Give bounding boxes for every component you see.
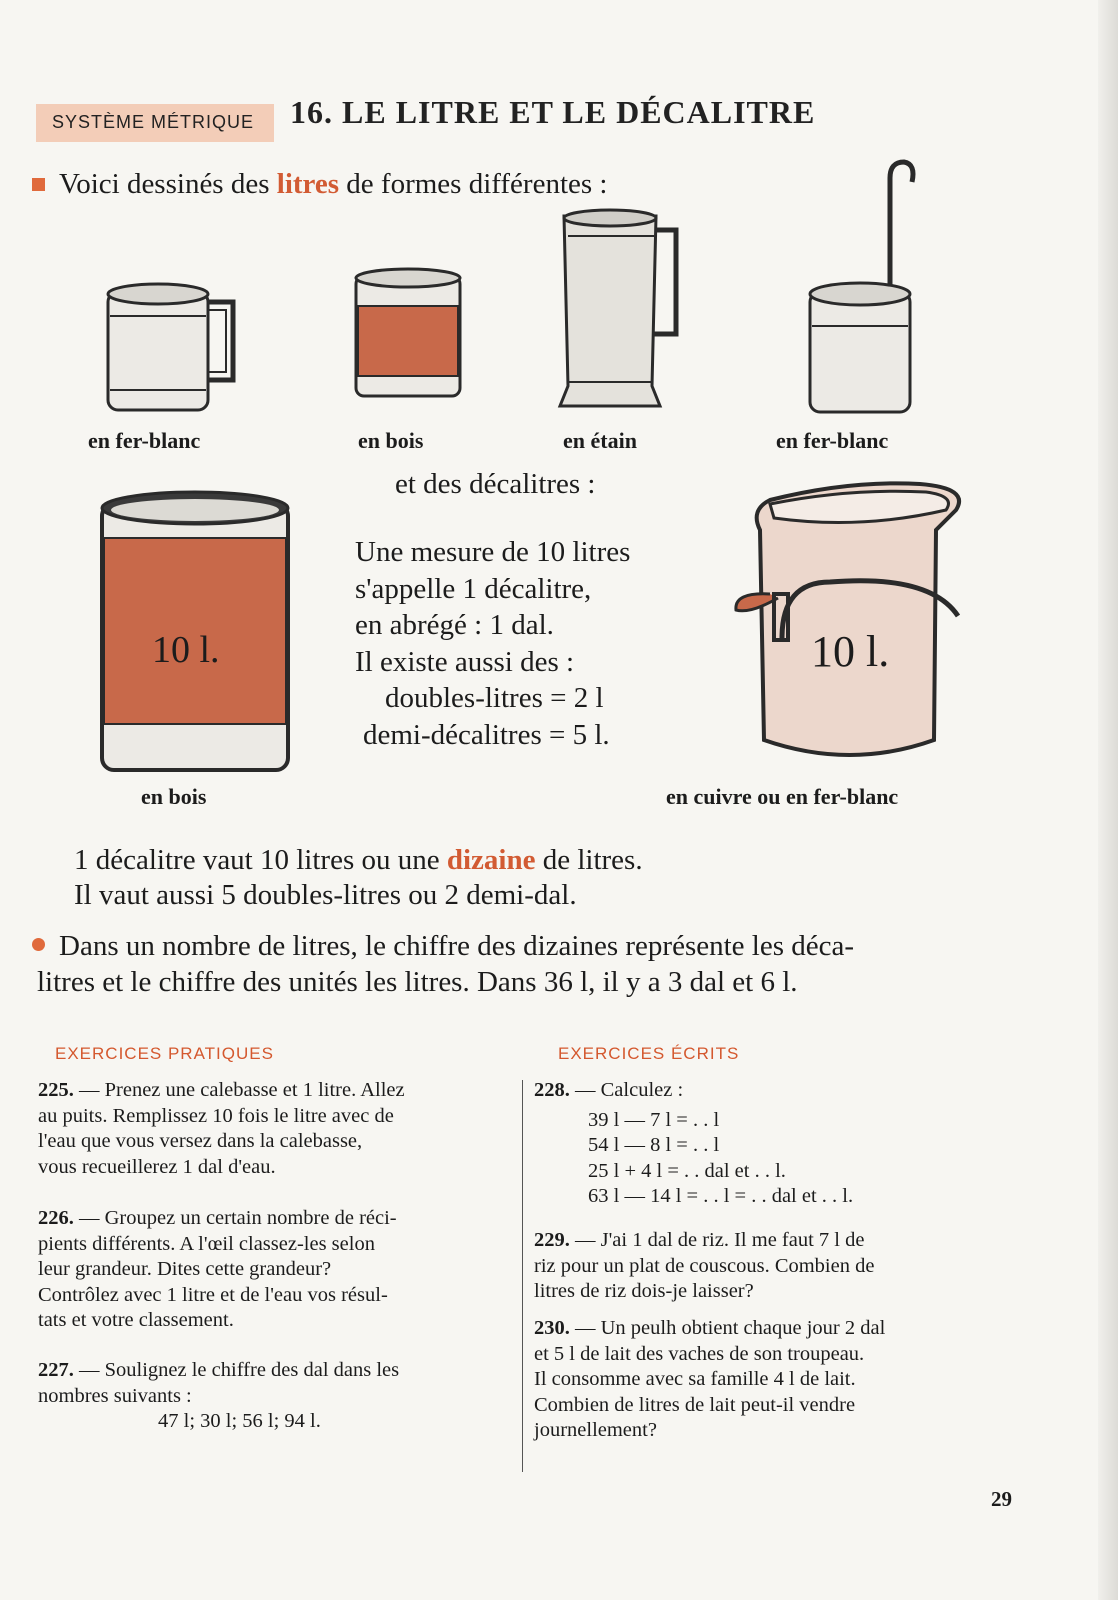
practical-exercises-heading: EXERCICES PRATIQUES	[55, 1044, 274, 1063]
bullet-dot-icon	[32, 938, 45, 951]
litre-dipper-illustration	[800, 158, 940, 428]
exercise-226: 226. — Groupez un certain nombre de réci- pients différents. A l'œil classez-les selon leur grandeur. Dites cette grandeur? Contrôlez avec 1 litre et de l'eau vos résul- tats et votre classement.	[38, 1207, 397, 1331]
intro-highlight: litres	[276, 168, 340, 200]
bullet-square-icon	[32, 178, 45, 191]
decalitre-wood-caption: en bois	[141, 784, 207, 809]
decalitre-copper-pitcher-illustration	[730, 470, 980, 770]
exercise-229: 229. — J'ai 1 dal de riz. Il me faut 7 l de riz pour un plat de couscous. Combien de litres de riz dois-je laisser?	[534, 1229, 875, 1302]
summary-line-1: 1 décalitre vaut 10 litres ou une dizaine de litres.	[74, 844, 643, 876]
definition-line: Une mesure de 10 litres	[355, 536, 631, 568]
column-divider	[522, 1080, 523, 1472]
decalitre-wood-label: 10 l.	[152, 629, 220, 671]
decalitre-definition	[355, 534, 630, 753]
exercise-230: 230. — Un peulh obtient chaque jour 2 dal et 5 l de lait des vaches de son troupeau. Il consomme avec sa famille 4 l de lait. Combien de litres de lait peut-il vendre journellement?	[534, 1317, 886, 1441]
litre-caption-1: en fer-blanc	[88, 428, 201, 453]
lesson-title: 16. LE LITRE ET LE DÉCALITRE	[290, 94, 816, 130]
litre-tin-mug-illustration	[100, 280, 250, 420]
summary-highlight: dizaine	[446, 844, 536, 876]
section-tag-label: SYSTÈME MÉTRIQUE	[52, 112, 255, 132]
litre-caption-2: en bois	[358, 428, 424, 453]
decalitres-heading: et des décalitres :	[395, 468, 596, 500]
decalitre-copper-label: 10 l.	[811, 627, 890, 676]
litre-caption-4: en fer-blanc	[776, 428, 889, 453]
exercise-225: 225. — Prenez une calebasse et 1 litre. Allez au puits. Remplissez 10 fois le litre avec de l'eau que vous versez dans la calebasse, vous recueillerez 1 dal d'eau.	[38, 1079, 405, 1178]
exercise-227: 227. — Soulignez le chiffre des dal dans les nombres suivants : 47 l; 30 l; 56 l; 94 l.	[38, 1359, 400, 1432]
exercise-228: 228. — Calculez : 39 l — 7 l = . . l 54 l — 8 l = . . l 25 l + 4 l = . . dal et . . l. 63 l — 14 l = . . l = . . dal et . . l.	[534, 1079, 854, 1207]
page-number: 29	[991, 1487, 1012, 1511]
decalitre-copper-caption: en cuivre ou en fer-blanc	[666, 784, 899, 809]
written-exercises-heading: EXERCICES ÉCRITS	[558, 1044, 740, 1063]
summary-line-2: Il vaut aussi 5 doubles-litres ou 2 demi-dal.	[74, 879, 577, 911]
definition-line: Il existe aussi des :	[355, 645, 575, 678]
page-edge	[1098, 0, 1118, 1600]
definition-line: s'appelle 1 décalitre,	[355, 572, 592, 605]
litre-wood-mug-illustration	[352, 268, 464, 402]
intro-line: Voici dessinés des litres de formes différentes :	[32, 166, 607, 202]
litre-caption-3: en étain	[563, 428, 637, 453]
section-tag	[36, 104, 274, 142]
definition-line: doubles-litres = 2 l	[385, 682, 604, 714]
definition-line: demi-décalitres = 5 l.	[363, 718, 610, 751]
rule-paragraph: Dans un nombre de litres, le chiffre des dizaines représente les déca- litres et le chiffre des unités les litres. Dans 36 l, il y a 3 dal et 6 l.	[32, 928, 854, 1000]
definition-line: en abrégé : 1 dal.	[355, 609, 554, 641]
litre-pewter-mug-illustration	[556, 206, 686, 416]
